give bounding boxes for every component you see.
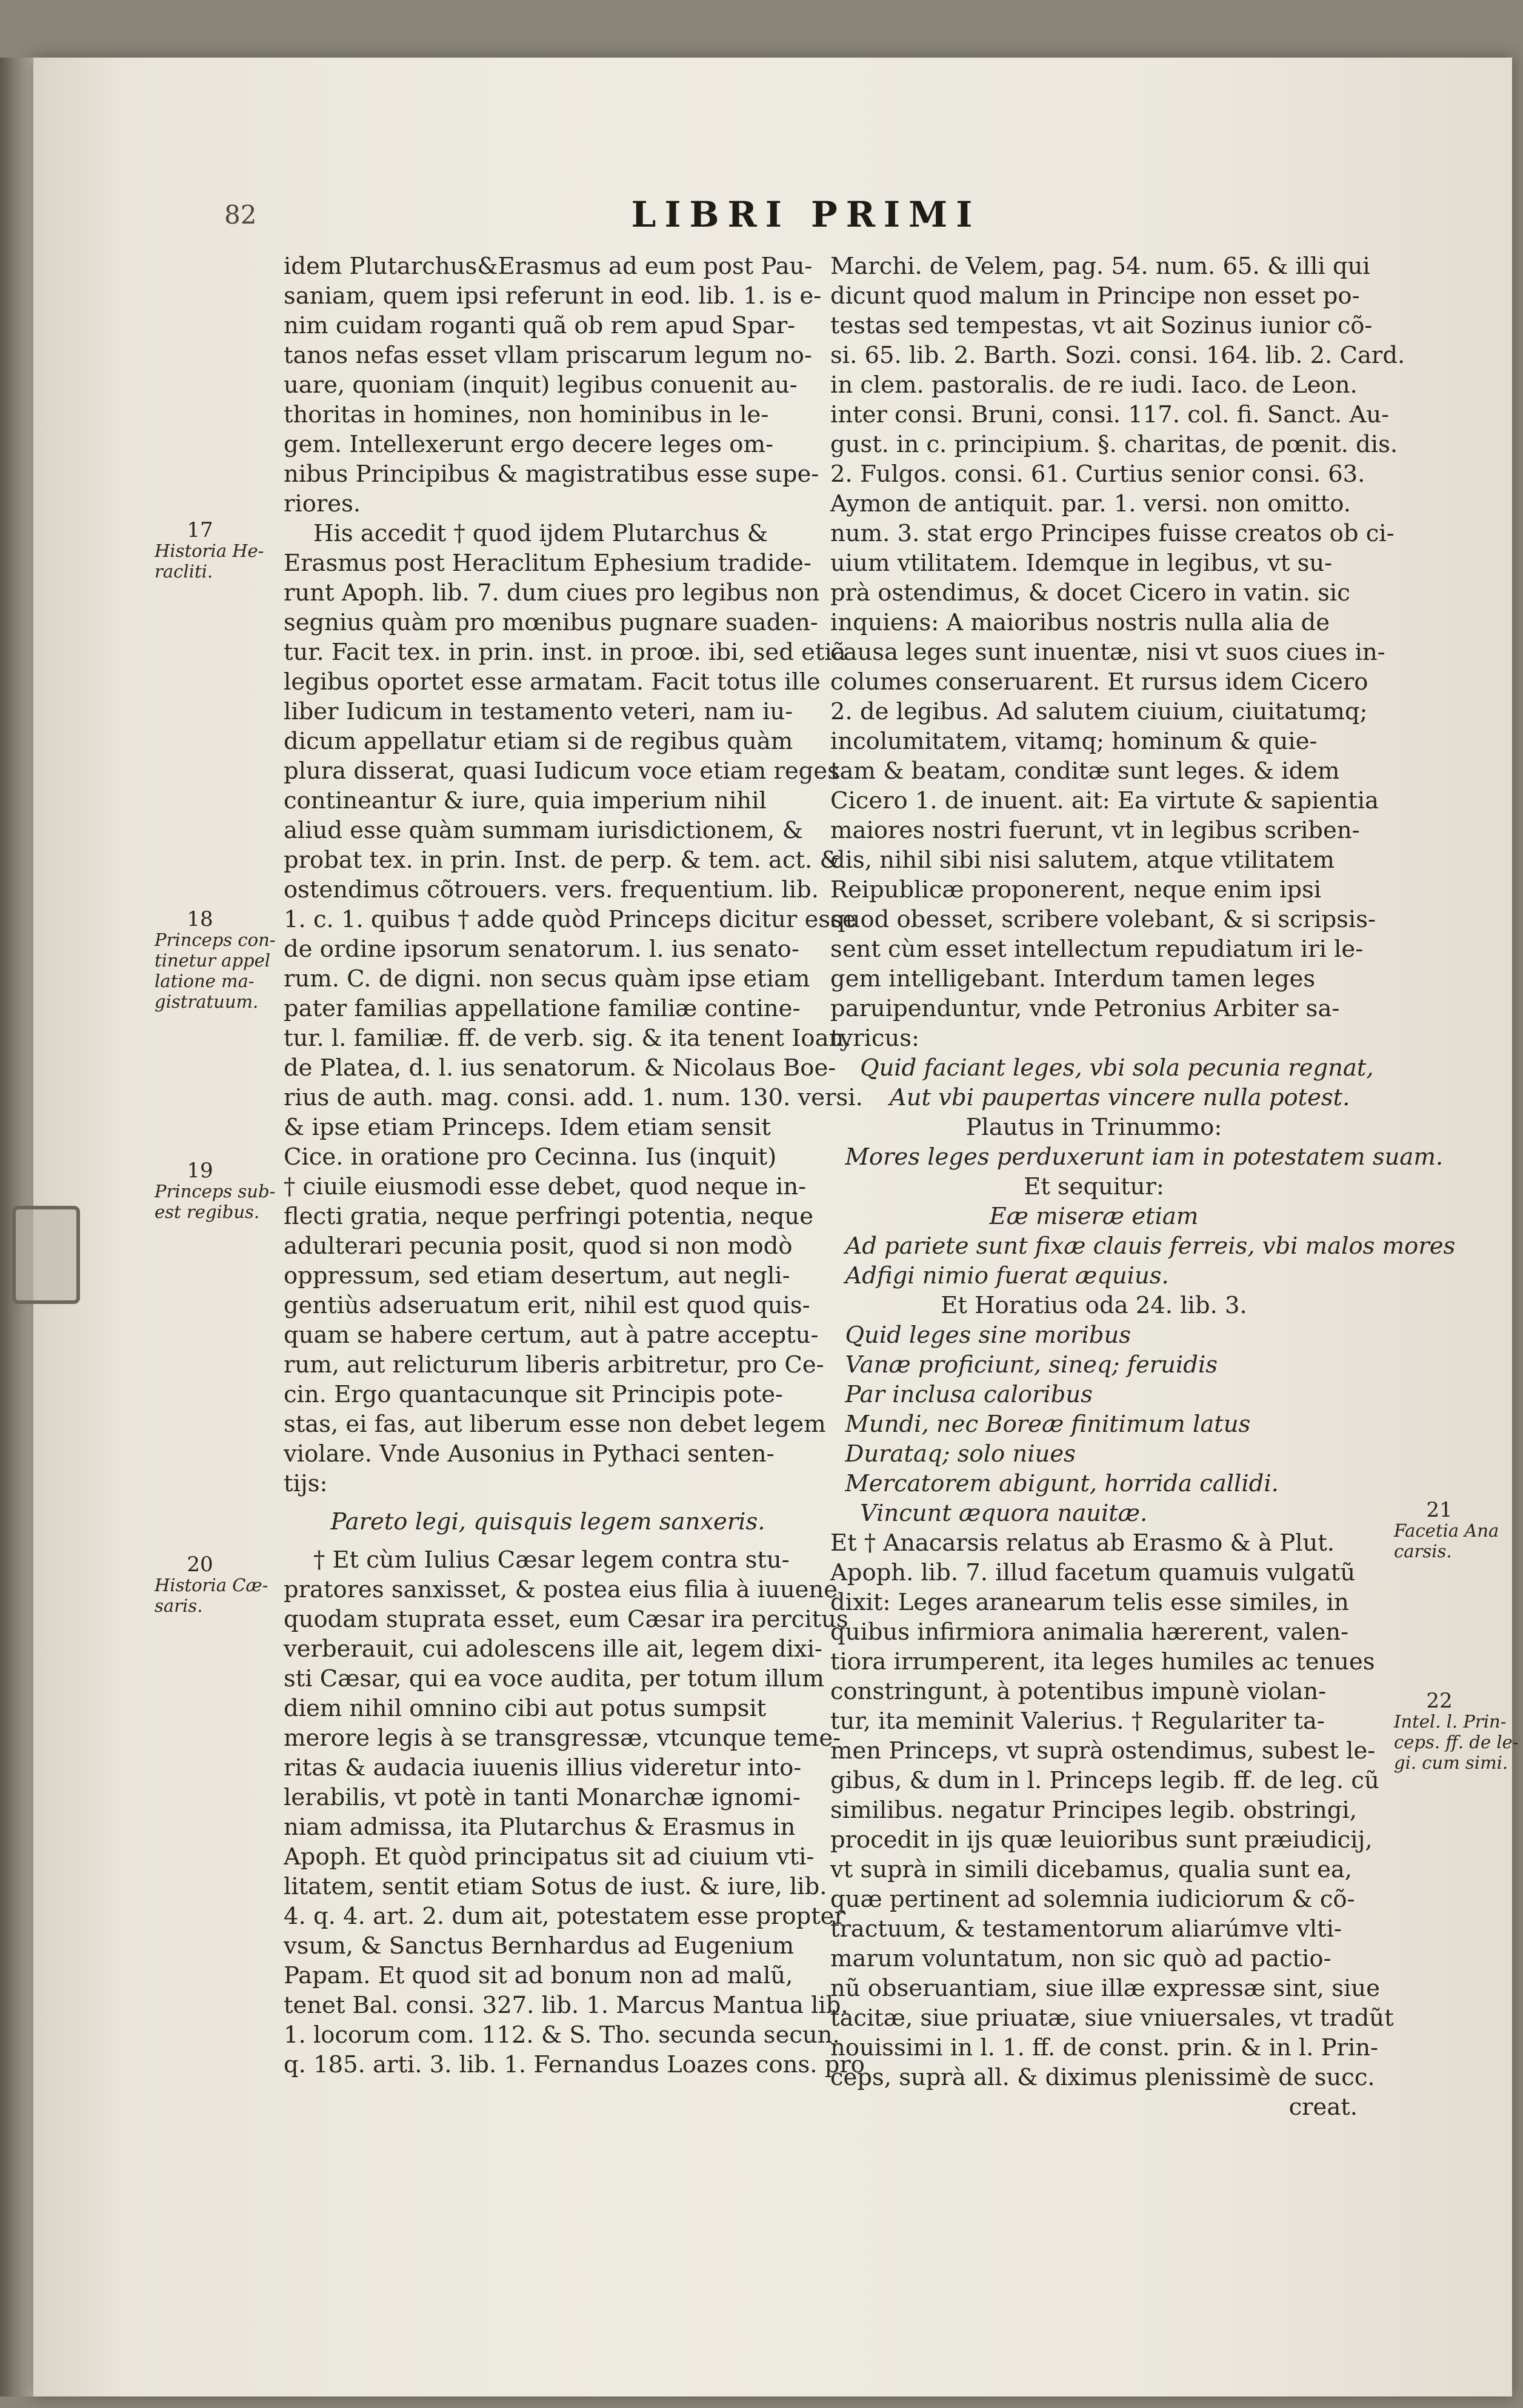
margin-note-line: Historia Cæ- [155,1575,268,1595]
text-line: marum voluntatum, non sic quò ad pactio- [830,1945,1331,1972]
text-line: constringunt, à potentibus impunè violan- [830,1678,1327,1705]
text-line: niam admissa, ita Plutarchus & Erasmus in [284,1814,796,1841]
text-line: diem nihil omnino cibi aut potus sumpsit [284,1695,767,1722]
text-line: tur, ita meminit Valerius. † Regulariter ta- [830,1708,1325,1735]
text-line: quod obesset, scribere volebant, & si scripsis- [830,906,1376,933]
text-line: tijs: [284,1470,328,1497]
margin-note-line: saris. [155,1595,203,1616]
text-line: Vanæ proficiunt, sineq; feruidis [830,1351,1218,1379]
text-line [284,1537,812,1545]
text-line: riores. [284,490,361,517]
text-line: idem Plutarchus&Erasmus ad eum post Pau- [284,253,813,280]
text-line: 2. de legibus. Ad salutem ciuium, ciuitatumq; [830,698,1368,725]
text-line: num. 3. stat ergo Principes fuisse creatos ob ci- [830,520,1395,547]
text-line: nibus Principibus & magistratibus esse supe- [284,461,819,488]
text-line: tyricus: [830,1025,920,1052]
text-line: stas, ei fas, aut liberum esse non debet legem [284,1411,826,1438]
text-line: Mores leges perduxerunt iam in potestatem suam. [830,1143,1444,1171]
text-line: gem. Intellexerunt ergo decere leges om- [284,431,773,458]
margin-note-20 [155,1554,268,1616]
text-line: litatem, sentit etiam Sotus de iust. & iure, lib. [284,1873,827,1900]
text-line: de ordine ipsorum senatorum. l. ius senato- [284,936,799,963]
text-line: ritas & audacia iuuenis illius videretur into- [284,1754,802,1781]
text-line: Marchi. de Velem, pag. 54. num. 65. & illi qui [830,253,1370,280]
text-line: contineantur & iure, quia imperium nihil [284,787,767,814]
margin-note-number: 21 [1426,1498,1453,1522]
margin-note-line: gi. cum simi. [1394,1752,1508,1773]
text-line: similibus. negatur Principes legib. obstringi, [830,1797,1357,1824]
text-line: tractuum, & testamentorum aliarúmve vlti- [830,1915,1342,1943]
text-line: dis, nihil sibi nisi salutem, atque vtilitatem [830,846,1335,874]
text-line: rum, aut relicturum liberis arbitretur, pro Ce- [284,1351,824,1379]
margin-note-22 [1394,1691,1518,1773]
margin-note-number: 18 [187,907,213,931]
text-line: tur. Facit tex. in prin. inst. in proœ. ibi, sed etiã [284,639,846,666]
text-line: 4. q. 4. art. 2. dum ait, potestatem esse propter [284,1903,845,1930]
running-head: LIBRI PRIMI [631,194,981,235]
text-line: dicum appellatur etiam si de regibus quàm [284,728,793,755]
text-line: Aut vbi paupertas vincere nulla potest. [830,1084,1350,1111]
text-line: in clem. pastoralis. de re iudi. Iaco. de Leon. [830,371,1358,399]
margin-note-line: ceps. ff. de le- [1394,1732,1519,1752]
text-line: columes conseruarent. Et rursus idem Cicero [830,668,1368,696]
text-line: & ipse etiam Princeps. Idem etiam sensit [284,1114,771,1141]
margin-note-line: racliti. [155,561,213,582]
margin-note-number: 19 [187,1159,213,1183]
text-line: liber Iudicum in testamento veteri, nam iu- [284,698,793,725]
text-line: Et † Anacarsis relatus ab Erasmo & à Plut. [830,1529,1335,1557]
text-line: Pareto legi, quisquis legem sanxeris. [330,1508,765,1535]
text-line: Apoph. lib. 7. illud facetum quamuis vulgatũ [830,1559,1356,1586]
margin-note-line: tinetur appel [155,950,271,971]
text-line: paruipenduntur, vnde Petronius Arbiter sa- [830,995,1340,1022]
text-line: violare. Vnde Ausonius in Pythaci senten- [284,1440,775,1468]
text-line: Adfigi nimio fuerat æquius. [830,1262,1169,1289]
text-line: † ciuile eiusmodi esse debet, quod neque in- [284,1173,807,1200]
metal-clasp [12,1206,80,1304]
margin-note-line: Historia He- [155,540,264,561]
margin-note-line: Intel. l. Prin- [1394,1711,1507,1732]
text-line: merore legis à se transgressæ, vtcunque teme- [284,1725,841,1752]
text-line: prà ostendimus, & docet Cicero in vatin. sic [830,579,1350,607]
margin-note-line: Princeps con- [155,930,276,950]
text-line: flecti gratia, neque perfringi potentia, neque [284,1203,813,1230]
text-line: Cicero 1. de inuent. ait: Ea virtute & sapientia [830,787,1379,814]
text-line: runt Apoph. lib. 7. dum ciues pro legibus non [284,579,820,607]
text-line: dicunt quod malum in Principe non esset po- [830,282,1360,310]
text-line: rum. C. de digni. non secus quàm ipse etiam [284,965,810,993]
text-line: nim cuidam roganti quã ob rem apud Spar- [284,312,796,339]
text-line: tur. l. familiæ. ff. de verb. sig. & ita tenent Ioan. [284,1025,851,1052]
text-line: pratores sanxisset, & postea eius filia à iuuene [284,1576,838,1603]
text-line: † Et cùm Iulius Cæsar legem contra stu- [284,1546,790,1574]
text-line: q. 185. arti. 3. lib. 1. Fernandus Loazes cons. pro [284,2051,865,2078]
text-line: inquiens: A maioribus nostris nulla alia de [830,609,1330,636]
text-line: testas sed tempestas, vt ait Sozinus iunior cõ- [830,312,1373,339]
text-line: rius de auth. mag. consi. add. 1. num. 130. versi. [284,1084,863,1111]
text-line: tacitæ, siue priuatæ, siue vniuersales, vt tradũt [830,2004,1394,2032]
text-line: segnius quàm pro mœnibus pugnare suaden- [284,609,818,636]
left-text-column [284,251,865,2080]
text-line: oppressum, sed etiam desertum, aut negli- [284,1262,790,1289]
text-line: gem intelligebant. Interdum tamen leges [830,965,1316,993]
text-line: men Princeps, vt suprà ostendimus, subest le- [830,1737,1376,1764]
text-line: Par inclusa caloribus [830,1381,1093,1408]
text-line: cin. Ergo quantacunque sit Principis pote- [284,1381,784,1408]
text-line: Papam. Et quod sit ad bonum non ad malũ, [284,1962,793,1989]
text-line: creat. [1288,2094,1358,2121]
text-line: aliud esse quàm summam iurisdictionem, & [284,817,803,844]
text-line: 1. locorum com. 112. & S. Tho. secunda secun. [284,2021,840,2049]
text-line: Et sequitur: [1024,1173,1164,1200]
text-line: Quid leges sine moribus [830,1322,1131,1349]
text-line: Mundi, nec Boreæ finitimum latus [830,1411,1251,1438]
margin-note-number: 22 [1426,1689,1453,1713]
text-line: Quid faciant leges, vbi sola pecunia regnat, [830,1054,1374,1082]
margin-note-17 [155,520,264,582]
text-line: Mercatorem abigunt, horrida callidi. [830,1470,1279,1497]
text-line: procedit in ijs quæ leuioribus sunt præiudicij, [830,1826,1373,1854]
text-line: legibus oportet esse armatam. Facit totus ille [284,668,821,696]
text-line: nũ obseruantiam, siue illæ expressæ sint, siue [830,1975,1380,2002]
text-line: pater familias appellatione familiæ continе- [284,995,801,1022]
text-line: inter consi. Bruni, consi. 117. col. fi. Sanct. Au- [830,401,1390,428]
text-line: Reipublicæ proponerent, neque enim ipsi [830,876,1322,903]
text-line: maiores nostri fuerunt, vt in legibus scriben- [830,817,1360,844]
text-line: Durataq; solo niues [830,1440,1076,1468]
text-line: quibus infirmiora animalia hærerent, valen- [830,1618,1349,1646]
text-line: tanos nefas esset vllam priscarum legum no- [284,342,812,369]
text-line: causa leges sunt inuentæ, nisi vt suos ciues in- [830,639,1385,666]
text-line: adulterari pecunia posit, quod si non modò [284,1232,793,1260]
text-line: tiora irrumperent, ita leges humiles ac tenues [830,1648,1375,1675]
text-line: uium vtilitatem. Idemque in legibus, vt su- [830,550,1333,577]
text-line: quodam stuprata esset, eum Cæsar ira percitus [284,1606,848,1633]
text-line: Apoph. Et quòd principatus sit ad ciuium vti- [284,1843,815,1871]
text-line: lerabilis, vt potè in tanti Monarchæ ignomi- [284,1784,801,1811]
margin-note-line: latione ma- [155,971,255,991]
text-line: 2. Fulgos. consi. 61. Curtius senior consi. 63. [830,461,1365,488]
text-line: plura disserat, quasi Iudicum voce etiam reges [284,757,839,785]
text-line: sti Cæsar, qui ea voce audita, per totum illum [284,1665,824,1692]
text-line: saniam, quem ipsi referunt in eod. lib. 1. is e- [284,282,822,310]
margin-note-21 [1394,1500,1499,1562]
text-line: ostendimus cõtrouers. vers. frequentium. lib. [284,876,819,903]
margin-note-line: gistratuum. [155,991,259,1012]
text-line: Eæ miseræ etiam [989,1203,1199,1230]
text-line: dixit: Leges aranearum telis esse similes, in [830,1589,1349,1616]
text-line: uare, quoniam (inquit) legibus conuenit au- [284,371,798,399]
text-line: si. 65. lib. 2. Barth. Sozi. consi. 164. lib. 2. Card. [830,342,1405,369]
text-line: gentiùs adseruatum erit, nihil est quod quis- [284,1292,810,1319]
text-line: quæ pertinent ad solemnia iudiciorum & cõ- [830,1886,1355,1913]
text-line: tam & beatam, conditæ sunt leges. & idem [830,757,1340,785]
margin-note-line: carsis. [1394,1541,1452,1562]
text-line: tenet Bal. consi. 327. lib. 1. Marcus Mantua lib. [284,1992,848,2019]
text-line: gust. in c. principium. §. charitas, de pœnit. dis. [830,431,1398,458]
text-line: Et Horatius oda 24. lib. 3. [941,1292,1247,1319]
text-line [284,1498,812,1507]
text-line: Plautus in Trinummo: [965,1114,1222,1141]
margin-note-line: Princeps sub- [155,1181,276,1202]
text-line: de Platea, d. l. ius senatorum. & Nicolaus Boe- [284,1054,836,1082]
text-line: 1. c. 1. quibus † adde quòd Princeps dicitur esse [284,906,856,933]
margin-note-18 [155,909,276,1012]
text-line: gibus, & dum in l. Princeps legib. ff. de leg. cũ [830,1767,1379,1794]
text-line: His accedit † quod ijdem Plutarchus & [284,520,768,547]
text-line: probat tex. in prin. Inst. de perp. & tem. act. & [284,846,841,874]
margin-note-number: 17 [187,518,213,542]
text-line: incolumitatem, vitamq; hominum & quie- [830,728,1318,755]
text-line: ceps, suprà all. & diximus plenissimè de succ. [830,2064,1375,2091]
text-line: vt suprà in simili dicebamus, qualia sunt ea, [830,1856,1353,1883]
text-line: sent cùm esset intellectum repudiatum iri le- [830,936,1364,963]
text-line: thoritas in homines, non hominibus in le- [284,401,769,428]
text-line: verberauit, cui adolescens ille ait, legem dixi- [284,1635,822,1663]
text-line: Erasmus post Heraclitum Ephesium tradide- [284,550,811,577]
text-line: Vincunt æquora nauitæ. [830,1500,1148,1527]
text-line: nouissimi in l. 1. ff. de const. prin. & in l. Prin- [830,2034,1379,2061]
margin-note-19 [155,1160,275,1222]
margin-note-line: Facetia Ana [1394,1520,1499,1541]
text-line: vsum, & Sanctus Bernhardus ad Eugenium [284,1932,795,1960]
text-line: Ad pariete sunt fixæ clauis ferreis, vbi malos mores [830,1232,1456,1260]
margin-note-number: 20 [187,1552,213,1577]
margin-note-line: est regibus. [155,1202,260,1222]
text-line: quam se habere certum, aut à patre acceptu- [284,1322,819,1349]
text-line: Aymon de antiquit. par. 1. versi. non omitto. [830,490,1351,517]
text-line: Cice. in oratione pro Cecinna. Ius (inquit) [284,1143,777,1171]
folio-number: 82 [224,200,257,230]
